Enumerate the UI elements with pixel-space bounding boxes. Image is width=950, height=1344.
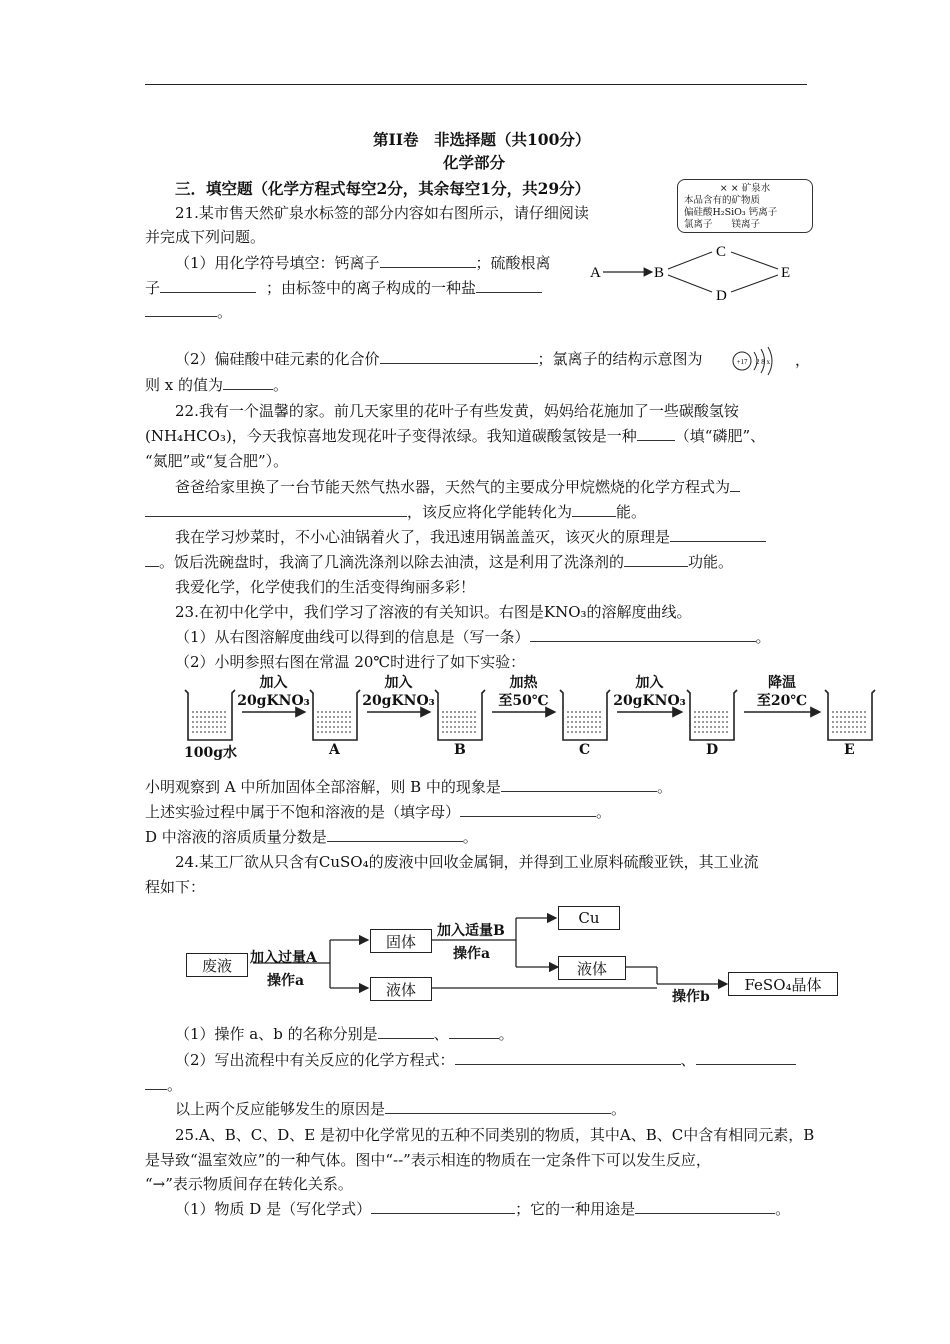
q21-part2-line <box>175 349 703 369</box>
q21-p2c: ， <box>795 351 811 369</box>
answer-blank[interactable] <box>670 527 766 542</box>
q22-l2b: （填“磷肥”、 <box>674 427 766 445</box>
step-action: 加入 <box>259 675 288 691</box>
period: 。 <box>656 778 672 796</box>
q23-line-5 <box>145 802 611 822</box>
answer-blank[interactable] <box>327 827 463 842</box>
q24-p3: 以上两个反应能够发生的原因是 <box>175 1100 386 1118</box>
beaker-label: C <box>579 742 591 758</box>
node-d: D <box>716 288 727 304</box>
q22-line-3: “氮肥”或“复合肥”）。 <box>145 452 289 470</box>
q21-p2a: （2）偏硅酸中硅元素的化合价 <box>175 350 380 368</box>
node-a: A <box>590 265 601 281</box>
q21-p2e: 。 <box>273 376 289 394</box>
mineral-water-label <box>677 179 813 233</box>
q24-p1a: （1）操作 a、b 的名称分别是 <box>175 1025 378 1043</box>
answer-blank[interactable] <box>449 1024 499 1039</box>
q24-part2-cont <box>145 1075 182 1095</box>
q22-line-5 <box>145 502 646 522</box>
answer-blank[interactable] <box>730 477 740 492</box>
q22-l5b: 能。 <box>616 503 647 521</box>
waste-liquid-box: 废液 <box>186 953 248 977</box>
answer-blank[interactable] <box>455 1050 681 1065</box>
q21-part1-end <box>145 302 232 322</box>
copper-box: Cu <box>558 906 620 930</box>
label-line: 偏硅酸H₂SiO₃ 钙离子 <box>684 207 778 218</box>
q24-p2a: （2）写出流程中有关反应的化学方程式： <box>175 1051 455 1069</box>
answer-blank[interactable] <box>476 278 542 293</box>
answer-blank[interactable] <box>460 802 596 817</box>
answer-blank[interactable] <box>501 777 657 792</box>
node-e: E <box>781 265 791 281</box>
q25-part1 <box>175 1199 790 1219</box>
q21-p2b: ；氯离子的结构示意图为 <box>537 350 703 368</box>
answer-blank[interactable] <box>380 253 476 268</box>
link-b-c <box>668 252 712 269</box>
operation-a-label: 操作a <box>267 973 305 989</box>
node-c: C <box>716 244 727 260</box>
q21-p1c: 子 <box>145 279 161 297</box>
step-label <box>612 674 688 710</box>
beaker-label: 100g水 <box>184 745 238 761</box>
section-title: 三．填空题（化学方程式每空2分，其余每空1分，共29分） <box>175 179 591 198</box>
node-b: B <box>654 265 665 281</box>
q24-p2c: 。 <box>167 1076 183 1094</box>
shell-electrons: 2 8 x <box>756 358 770 366</box>
step-action: 加入 <box>384 675 413 691</box>
beaker-label: E <box>844 742 855 758</box>
q24-line-2: 程如下： <box>145 878 206 896</box>
step-action: 降温 <box>768 675 796 691</box>
period: 。 <box>596 803 612 821</box>
q25-p1a: （1）物质 D 是（写化学式） <box>175 1200 372 1218</box>
answer-blank[interactable] <box>223 375 273 390</box>
q21-end: 。 <box>217 303 233 321</box>
q23-l2: （1）从右图溶解度曲线可以得到的信息是（写一条） <box>175 628 530 646</box>
step-label <box>744 674 820 710</box>
q22-l7a: 。饭后洗碗盘时，我滴了几滴洗涤剂以除去油渍，这是利用了洗涤剂的 <box>159 553 625 571</box>
answer-blank[interactable] <box>145 1075 167 1090</box>
period: 。 <box>775 1200 791 1218</box>
q22-line-2 <box>145 426 765 446</box>
link-b-d <box>668 275 712 292</box>
label-line: 本品含有的矿物质 <box>684 195 761 206</box>
link-c-e <box>731 252 778 269</box>
feso4-crystal-box: FeSO₄晶体 <box>728 972 838 996</box>
period: 。 <box>755 628 771 646</box>
q21-intro-2: 并完成下列问题。 <box>145 228 266 246</box>
operation-a-label-2: 操作a <box>453 946 491 962</box>
step-detail: 至50℃ <box>498 693 549 709</box>
beaker-label: D <box>706 742 719 758</box>
q23-l5: 上述实验过程中属于不饱和溶液的是（填字母） <box>145 803 461 821</box>
answer-blank[interactable] <box>696 1050 796 1065</box>
q22-line-8: 我爱化学，化学使我们的生活变得绚丽多彩！ <box>175 578 476 596</box>
step-detail: 20gKNO₃ <box>613 693 686 709</box>
q22-line-1: 22.我有一个温馨的家。前几天家里的花叶子有些发黄，妈妈给花施加了一些碳酸氢铵 <box>175 402 739 420</box>
link-d-e <box>731 275 778 292</box>
q23-line-6 <box>145 827 478 847</box>
q25-relation-diagram <box>586 240 801 304</box>
answer-blank[interactable] <box>637 426 675 441</box>
q22-line-7 <box>145 552 733 572</box>
step-detail: 20gKNO₃ <box>237 693 310 709</box>
q22-l5a: ，该反应将化学能转化为 <box>407 503 573 521</box>
q22-l4: 爸爸给家里换了一台节能天然气热水器，天然气的主要成分甲烷燃烧的化学方程式为 <box>175 478 731 496</box>
q24-p1c: 。 <box>498 1025 514 1043</box>
q21-part2-cont <box>145 375 288 395</box>
q22-line-6 <box>175 527 766 547</box>
answer-blank[interactable] <box>624 552 688 567</box>
q21-part1-cont <box>145 278 542 298</box>
period: 。 <box>611 1100 627 1118</box>
q24-part3 <box>175 1099 626 1119</box>
q23-l6: D 中溶液的溶质质量分数是 <box>145 828 327 846</box>
step-detail: 20gKNO₃ <box>362 693 435 709</box>
answer-blank[interactable] <box>572 502 616 517</box>
q25-p1b: ；它的一种用途是 <box>515 1200 636 1218</box>
step-label <box>236 674 312 710</box>
q24-p1b: 、 <box>433 1025 449 1043</box>
liquid-box-2: 液体 <box>558 956 626 980</box>
q24-line-1: 24.某工厂欲从只含有CuSO₄的废液中回收金属铜，并得到工业原料硫酸亚铁，其工业流 <box>175 853 759 871</box>
q25-line-3: “→”表示物质间存在转化关系。 <box>145 1175 353 1193</box>
step-label <box>361 674 437 710</box>
q23-line-2 <box>175 627 771 647</box>
step-action: 加热 <box>509 675 538 691</box>
solid-box: 固体 <box>370 929 432 953</box>
chloride-ion-diagram <box>730 346 794 376</box>
period: 。 <box>462 828 478 846</box>
q22-l7b: 功能。 <box>688 553 734 571</box>
q23-l4: 小明观察到 A 中所加固体全部溶解，则 B 中的现象是 <box>145 778 501 796</box>
beaker-label: A <box>329 742 340 758</box>
q21-intro-1: 21.某市售天然矿泉水标签的部分内容如右图所示，请仔细阅读 <box>175 204 589 222</box>
nucleus-charge: +17 <box>736 358 748 366</box>
answer-blank[interactable] <box>385 1099 611 1114</box>
answer-blank[interactable] <box>145 502 407 517</box>
q23-line-4 <box>145 777 672 797</box>
q24-p2b: 、 <box>680 1051 696 1069</box>
answer-blank[interactable] <box>145 302 217 317</box>
q22-line-4 <box>175 477 740 497</box>
q25-line-1: 25.A、B、C、D、E 是初中化学常见的五种不同类别的物质，其中A、B、C中含有相同元素，B <box>175 1126 815 1144</box>
q21-p1d: ；由标签中的离子构成的一种盐 <box>266 279 477 297</box>
q21-p1a: （1）用化学符号填空：钙离子 <box>175 254 380 272</box>
answer-blank[interactable] <box>160 278 256 293</box>
q22-l6: 我在学习炒菜时，不小心油锅着火了，我迅速用锅盖盖灭，该灭火的原理是 <box>175 528 671 546</box>
q21-part1-line <box>175 253 551 273</box>
q24-part2 <box>175 1050 796 1070</box>
q25-line-2: 是导致“温室效应”的一种气体。图中“--”表示相连的物质在一定条件下可以发生反应， <box>145 1151 711 1169</box>
part-title: 第II卷 非选择题（共100分） <box>373 130 591 149</box>
subject-title: 化学部分 <box>443 153 506 172</box>
q21-p2d: 则 x 的值为 <box>145 376 223 394</box>
answer-blank[interactable] <box>378 1024 434 1039</box>
label-line: × × 矿泉水 <box>719 183 771 194</box>
label-line: 氯离子 镁离子 <box>684 219 761 230</box>
liquid-box: 液体 <box>370 977 432 1001</box>
q23-line-1: 23.在初中化学中，我们学习了溶液的有关知识。右图是KNO₃的溶解度曲线。 <box>175 603 692 621</box>
answer-blank[interactable] <box>530 627 756 642</box>
answer-blank[interactable] <box>371 1199 515 1214</box>
answer-blank[interactable] <box>145 552 159 567</box>
step-label <box>486 674 562 710</box>
top-rule <box>145 84 807 85</box>
q23-line-3: （2）小明参照右图在常温 20℃时进行了如下实验： <box>175 653 526 671</box>
add-b-label: 加入适量B <box>437 923 505 939</box>
step-action: 加入 <box>635 675 664 691</box>
q21-p1b: ；硫酸根离 <box>475 254 551 272</box>
q22-l2a: (NH₄HCO₃)，今天我惊喜地发现花叶子变得浓绿。我知道碳酸氢铵是一种 <box>145 427 637 445</box>
beaker-label: B <box>454 742 466 758</box>
operation-b-label: 操作b <box>672 989 710 1005</box>
add-a-label: 加入过量A <box>250 950 317 966</box>
step-detail: 至20℃ <box>756 693 808 709</box>
q24-part1 <box>175 1024 514 1044</box>
answer-blank[interactable] <box>635 1199 775 1214</box>
answer-blank[interactable] <box>380 349 538 364</box>
